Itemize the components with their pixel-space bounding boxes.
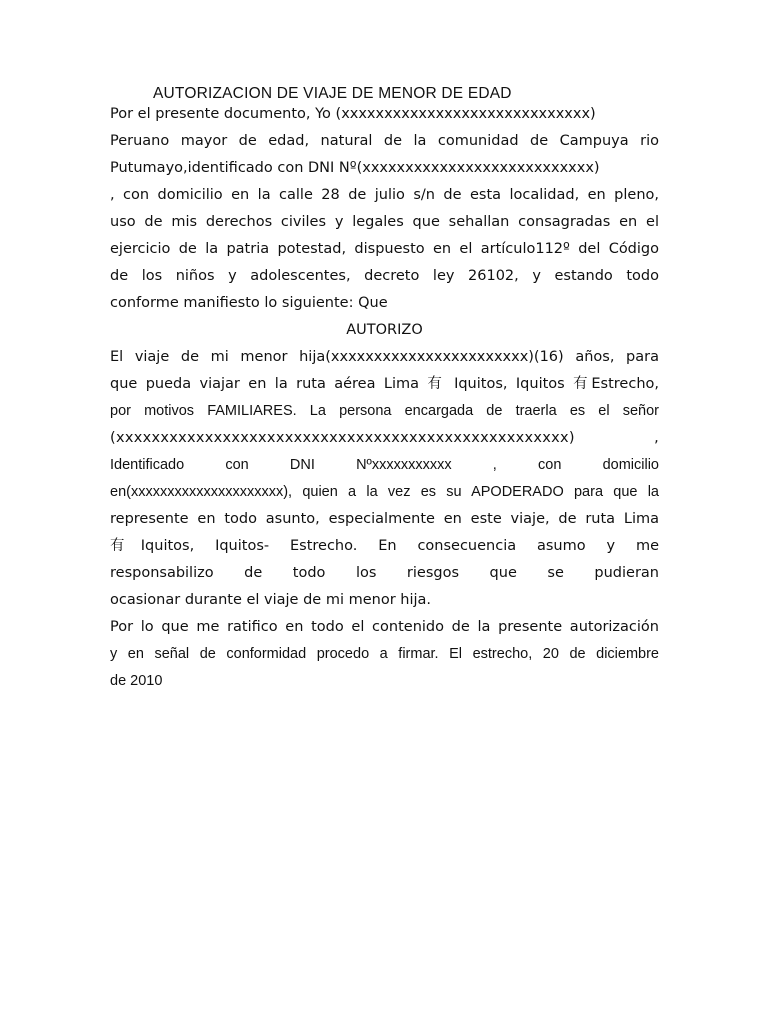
body-line-14: Identificado con DNI Nºxxxxxxxxxxx , con domicilio [110,457,659,473]
body-line-2: Peruano mayor de edad, natural de la comunidad de Campuya rio [110,133,659,149]
body-line-5: uso de mis derechos civiles y legales que sehallan consagradas en el [110,214,659,230]
section-heading-autorizo: AUTORIZO [346,322,423,338]
body-line-19: ocasionar durante el viaje de mi menor hija. [110,592,432,608]
body-line-10: El viaje de mi menor hija(xxxxxxxxxxxxxxxxxxxxxxx)(16) años, para [110,349,659,365]
body-line-8: conforme manifiesto lo siguiente: Que [110,295,388,311]
body-line-20: Por lo que me ratifico en todo el contenido de la presente autorización [110,619,659,635]
body-line-4: , con domicilio en la calle 28 de julio s/n de esta localidad, en pleno, [110,187,659,203]
body-line-6: ejercicio de la patria potestad, dispuesto en el artículo112º del Código [110,241,659,257]
body-line-17: 有Iquitos, Iquitos- Estrecho. En consecuencia asumo y me [110,538,659,554]
body-line-1: Por el presente documento, Yo (xxxxxxxxxxxxxxxxxxxxxxxxxxxxx) [110,106,596,122]
body-line-11: que pueda viajar en la ruta aérea Lima 有 Iquitos, Iquitos 有Estrecho, [110,376,659,392]
body-line-13: (xxxxxxxxxxxxxxxxxxxxxxxxxxxxxxxxxxxxxxxxxxxxxxxxxxx) , [110,430,659,446]
body-line-3: Putumayo,identificado con DNI Nº(xxxxxxxxxxxxxxxxxxxxxxxxxxx) [110,160,600,176]
body-line-16: represente en todo asunto, especialmente en este viaje, de ruta Lima [110,511,659,527]
body-line-12: por motivos FAMILIARES. La persona encargada de traerla es el señor [110,403,659,419]
document-title: AUTORIZACION DE VIAJE DE MENOR DE EDAD [153,85,512,102]
body-line-21: y en señal de conformidad procedo a firmar. El estrecho, 20 de diciembre [110,646,659,662]
document-body [110,101,659,695]
body-line-7: de los niños y adolescentes, decreto ley 26102, y estando todo [110,268,659,284]
body-line-18: responsabilizo de todo los riesgos que se pudieran [110,565,659,581]
body-line-15: en(xxxxxxxxxxxxxxxxxxxxx), quien a la vez es su APODERADO para que la [110,484,659,500]
body-line-22: de 2010 [110,673,163,689]
